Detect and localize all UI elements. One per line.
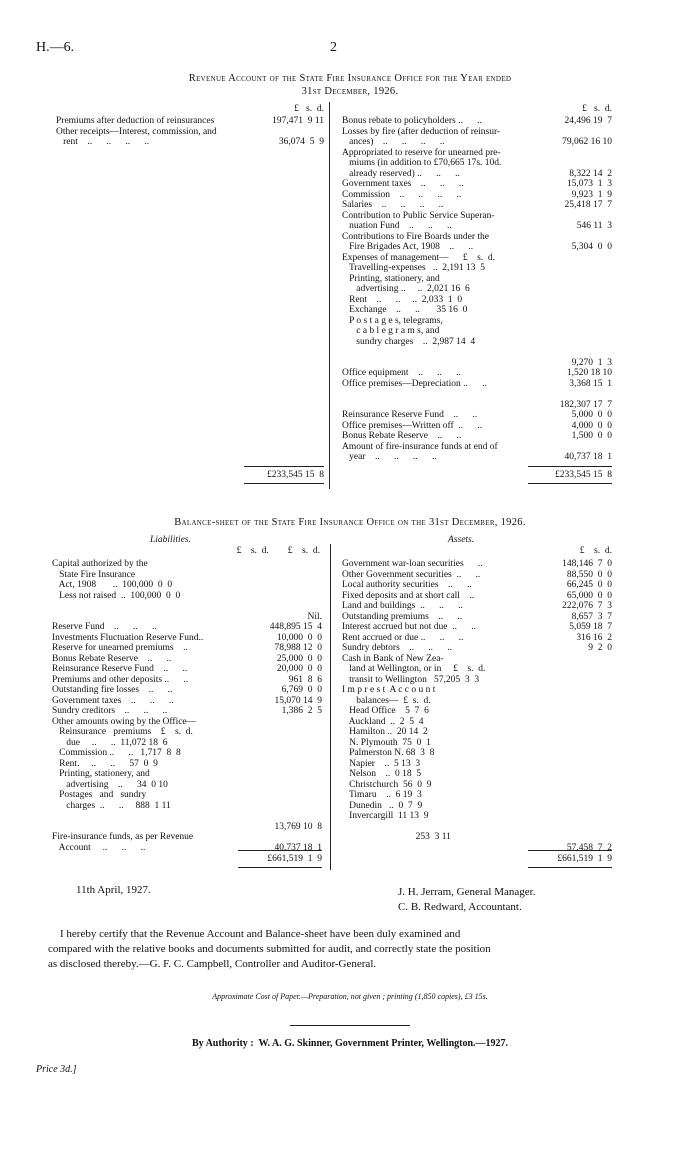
liability-amount: 78,988 12 0: [274, 643, 322, 653]
asset-label: Nelson .. 0 18 5: [342, 769, 422, 779]
liability-label: Less not raised .. 100,000 0 0: [52, 590, 181, 601]
liability-label: Fire-insurance funds, as per Revenue: [52, 832, 194, 842]
revenue-debit-label: Reinsurance Reserve Fund .. ..: [342, 410, 478, 420]
signature-date: 11th April, 1927.: [76, 884, 151, 896]
asset-label: Outstanding premiums .. ..: [342, 611, 463, 622]
document-reference: H.—6.: [36, 40, 75, 55]
revenue-debit-label: miums (in addition to £70,665 17s. 10d.: [342, 158, 502, 168]
price: Price 3d.]: [36, 1064, 77, 1075]
asset-amount: 5,059 18 7: [569, 622, 612, 632]
revenue-debit-amount: 5,000 0 0: [571, 410, 612, 420]
assets-currency: £ s. d.: [579, 546, 612, 556]
revenue-debit-amount: 1,500 0 0: [571, 431, 612, 441]
liability-label: Investments Fluctuation Reserve Fund..: [52, 632, 204, 643]
liability-label: Reinsurance Reserve Fund .. ..: [52, 664, 188, 674]
asset-label: 253 3 11: [342, 832, 451, 842]
liabilities-total-rule: [238, 850, 322, 851]
liability-amount: 15,070 14 9: [274, 695, 322, 706]
revenue-left-total: £233,545 15 8: [267, 470, 324, 480]
revenue-debit-label: sundry charges .. 2,987 14 4: [342, 336, 476, 347]
revenue-debit-amount: 15,073 1 3: [566, 179, 612, 189]
revenue-debit-amount: 5,304 0 0: [571, 242, 612, 252]
liability-amount: 20,000 0 0: [276, 664, 322, 674]
asset-label: I m p r e s t A c c o u n t: [342, 685, 436, 695]
revenue-debit-label: Bonus rebate to policyholders .. ..: [342, 116, 482, 126]
page-number: 2: [330, 40, 337, 55]
liabilities-total-underline: [238, 867, 322, 868]
liability-label: Capital authorized by the: [52, 559, 148, 569]
revenue-debit-label: Appropriated to reserve for unearned pre-: [342, 147, 501, 158]
liability-label: Government taxes .. .. ..: [52, 695, 174, 706]
liability-label: Reinsurance premiums £ s. d.: [52, 727, 193, 737]
liability-label: Account .. .. ..: [52, 842, 146, 853]
printer-authority: By Authority : W. A. G. Skinner, Government Printer, Wellington.—1927.: [191, 1038, 509, 1049]
revenue-debit-label: nuation Fund .. .. ..: [342, 221, 452, 231]
revenue-right-currency: £ s. d.: [582, 104, 612, 114]
liability-label: Printing, stationery, and: [52, 769, 150, 779]
revenue-debit-label: c a b l e g r a m s, and: [342, 326, 440, 336]
revenue-debit-label: Contributions to Fire Boards under the: [342, 231, 489, 242]
revenue-debit-label: Salaries .. .. .. ..: [342, 200, 444, 210]
asset-amount: 148,146 7 0: [562, 559, 612, 569]
revenue-debit-label: Expenses of management— £ s. d.: [342, 252, 496, 263]
asset-label: Fixed deposits and at short call ..: [342, 590, 475, 601]
asset-amount: 316 16 2: [576, 632, 612, 643]
liability-amount: 10,000 0 0: [276, 632, 322, 643]
revenue-debit-amount: 4,000 0 0: [571, 420, 612, 431]
revenue-debit-label: Government taxes .. .. ..: [342, 179, 464, 189]
asset-label: Cash in Bank of New Zea-: [342, 653, 444, 664]
revenue-debit-amount: 24,496 19 7: [564, 116, 612, 126]
general-manager-signature: J. H. Jerram, General Manager.: [398, 886, 536, 898]
asset-label: Hamilton .. 20 14 2: [342, 727, 428, 737]
revenue-right-total-rule: [528, 466, 612, 467]
liability-label: Sundry creditors .. .. ..: [52, 706, 168, 716]
asset-label: Other Government securities .. ..: [342, 569, 481, 580]
revenue-debit-amount: 8,322 14 2: [569, 168, 612, 179]
assets-heading: Assets.: [448, 535, 475, 545]
liability-amount: 40,737 18 1: [274, 842, 322, 853]
accountant-signature: C. B. Redward, Accountant.: [398, 901, 522, 913]
revenue-debit-label: Losses by fire (after deduction of reinsur-: [342, 126, 501, 137]
revenue-debit-label: Amount of fire-insurance funds at end of: [342, 441, 498, 452]
asset-label: transit to Wellington 57,205 3 3: [342, 674, 480, 685]
asset-amount: 88,550 0 0: [566, 569, 612, 580]
asset-label: Government war-loan securities ..: [342, 559, 483, 569]
liabilities-heading: Liabilities.: [150, 535, 191, 545]
balance-divider: [330, 544, 331, 870]
revenue-title: Revenue Account of the State Fire Insurance Office for the Year ended: [188, 73, 512, 84]
revenue-debit-label: Office premises—Written off .. ..: [342, 420, 483, 431]
asset-label: land at Wellington, or in £ s. d.: [342, 664, 486, 674]
asset-label: Palmerston N. 68 3 8: [342, 748, 435, 758]
asset-amount: 66,245 0 0: [566, 580, 612, 590]
revenue-debit-label: Travelling-expenses .. 2,191 13 5: [342, 263, 486, 273]
liability-label: Reserve Fund .. .. ..: [52, 622, 157, 632]
asset-label: Land and buildings .. .. ..: [342, 601, 463, 611]
asset-amount: 57,458 7 2: [566, 842, 612, 853]
revenue-debit-label: Commission .. .. .. ..: [342, 189, 462, 200]
liability-label: due .. .. 11,072 18 6: [52, 737, 168, 748]
audit-certificate-line: as disclosed thereby.—G. F. C. Campbell, Controller and Auditor-General.: [48, 958, 377, 970]
liability-label: State Fire Insurance: [52, 569, 136, 580]
liability-amount: 1,386 2 5: [281, 706, 322, 716]
revenue-debit-amount: 546 11 3: [576, 221, 612, 231]
revenue-debit-amount: 25,418 17 7: [564, 200, 612, 210]
asset-label: Rent accrued or due .. .. ..: [342, 632, 464, 643]
asset-label: Christchurch 56 0 9: [342, 779, 432, 790]
revenue-debit-amount: 40,737 18 1: [564, 452, 612, 462]
liability-amount: 25,000 0 0: [276, 653, 322, 664]
revenue-debit-label: Printing, stationery, and: [342, 273, 440, 284]
liability-label: Outstanding fire losses .. ..: [52, 685, 173, 695]
revenue-credit-label: Premiums after deduction of reinsurances: [56, 116, 215, 126]
liability-label: Other amounts owing by the Office—: [52, 716, 197, 727]
asset-amount: 9 2 0: [588, 643, 612, 653]
liability-label: advertising .. 34 0 10: [52, 779, 168, 790]
liability-label: charges .. .. 888 1 11: [52, 800, 171, 811]
revenue-debit-label: Fire Brigades Act, 1908 .. ..: [342, 242, 474, 252]
revenue-debit-amount: 9,270 1 3: [571, 357, 612, 368]
revenue-title-date: 31st December, 1926.: [301, 86, 399, 97]
revenue-divider: [329, 102, 330, 489]
revenue-credit-label: Other receipts—Interest, commission, and: [56, 126, 217, 137]
revenue-left-total-rule: [244, 466, 324, 467]
liability-label: Bonus Rebate Reserve .. ..: [52, 653, 172, 664]
revenue-debit-amount: 3,368 15 1: [569, 378, 612, 389]
liability-amount: 961 8 6: [288, 674, 322, 685]
revenue-debit-label: P o s t a g e s, telegrams,: [342, 315, 443, 326]
revenue-credit-label: rent .. .. .. ..: [56, 137, 150, 147]
asset-amount: 65,000 0 0: [566, 590, 612, 601]
footer-rule: [290, 1025, 410, 1026]
liability-label: Rent. .. .. 57 0 9: [52, 758, 158, 769]
revenue-debit-label: Exchange .. .. 35 16 0: [342, 305, 468, 315]
revenue-debit-amount: 79,062 16 10: [562, 137, 612, 147]
asset-label: Interest accrued but not due .. ..: [342, 622, 477, 632]
revenue-debit-amount: 182,307 17 7: [559, 399, 612, 410]
asset-label: Napier .. 5 13 3: [342, 758, 421, 769]
revenue-left-currency: £ s. d.: [294, 104, 324, 114]
liability-label: Postages and sundry: [52, 790, 147, 800]
revenue-debit-label: Contribution to Public Service Superan-: [342, 210, 495, 221]
asset-label: Auckland .. 2 5 4: [342, 716, 424, 727]
liability-label: Reserve for unearned premiums ..: [52, 643, 188, 653]
revenue-debit-label: Office premises—Depreciation .. ..: [342, 378, 487, 389]
revenue-credit-amount: 197,471 9 11: [272, 116, 324, 126]
liability-amount: Nil.: [307, 611, 322, 622]
assets-total: £661,519 1 9: [557, 854, 612, 864]
revenue-debit-amount: 1,520 18 10: [566, 368, 612, 378]
liability-amount: 448,895 15 4: [269, 622, 322, 632]
asset-amount: 8,657 3 7: [571, 611, 612, 622]
liability-amount: 6,769 0 0: [281, 685, 322, 695]
liability-label: Act, 1908 .. 100,000 0 0: [52, 580, 173, 590]
revenue-right-total-underline: [528, 483, 612, 484]
revenue-debit-label: already reserved) .. .. ..: [342, 168, 460, 179]
asset-amount: 222,076 7 3: [562, 601, 612, 611]
printing-cost-note: Approximate Cost of Paper.—Preparation, not given ; printing (1,850 copies), £3 15s.: [212, 992, 488, 1001]
asset-label: Sundry debtors .. .. ..: [342, 643, 453, 653]
liabilities-total: £661,519 1 9: [267, 854, 322, 864]
revenue-left-total-underline: [244, 483, 324, 484]
audit-certificate-line: compared with the relative books and documents submitted for audit, and correctly state the position: [48, 943, 491, 955]
asset-label: Dunedin .. 0 7 9: [342, 800, 423, 811]
audit-certificate-line: I hereby certify that the Revenue Account and Balance-sheet have been duly examined and: [60, 928, 461, 940]
liability-label: Premiums and other deposits .. ..: [52, 674, 189, 685]
revenue-credit-amount: 36,074 5 9: [278, 137, 324, 147]
liability-amount: 13,769 10 8: [274, 821, 322, 832]
revenue-debit-label: advertising .. .. 2,021 16 6: [342, 284, 470, 294]
revenue-right-total: £233,545 15 8: [555, 470, 612, 480]
revenue-debit-amount: 9,923 1 9: [571, 189, 612, 200]
asset-label: Head Office 5 7 6: [342, 706, 429, 716]
revenue-debit-label: ances) .. .. .. ..: [342, 137, 445, 147]
asset-label: Invercargill 11 13 9: [342, 811, 429, 821]
revenue-debit-label: Bonus Rebate Reserve .. ..: [342, 431, 462, 441]
liabilities-currency: £ s. d. £ s. d.: [236, 546, 320, 556]
assets-total-underline: [528, 867, 612, 868]
balance-title: Balance-sheet of the State Fire Insurance Office on the 31st December, 1926.: [174, 517, 526, 528]
asset-label: Timaru .. 6 19 3: [342, 790, 422, 800]
asset-label: balances— £ s. d.: [342, 695, 431, 706]
revenue-debit-label: year .. .. .. ..: [342, 452, 437, 462]
revenue-debit-label: Rent .. .. .. 2,033 1 0: [342, 294, 463, 305]
assets-total-rule: [528, 850, 612, 851]
asset-label: N. Plymouth 75 0 1: [342, 737, 431, 748]
liability-label: Commission .. .. 1,717 8 8: [52, 748, 181, 758]
asset-label: Local authority securities .. ..: [342, 580, 472, 590]
revenue-debit-label: Office equipment .. .. ..: [342, 368, 461, 378]
